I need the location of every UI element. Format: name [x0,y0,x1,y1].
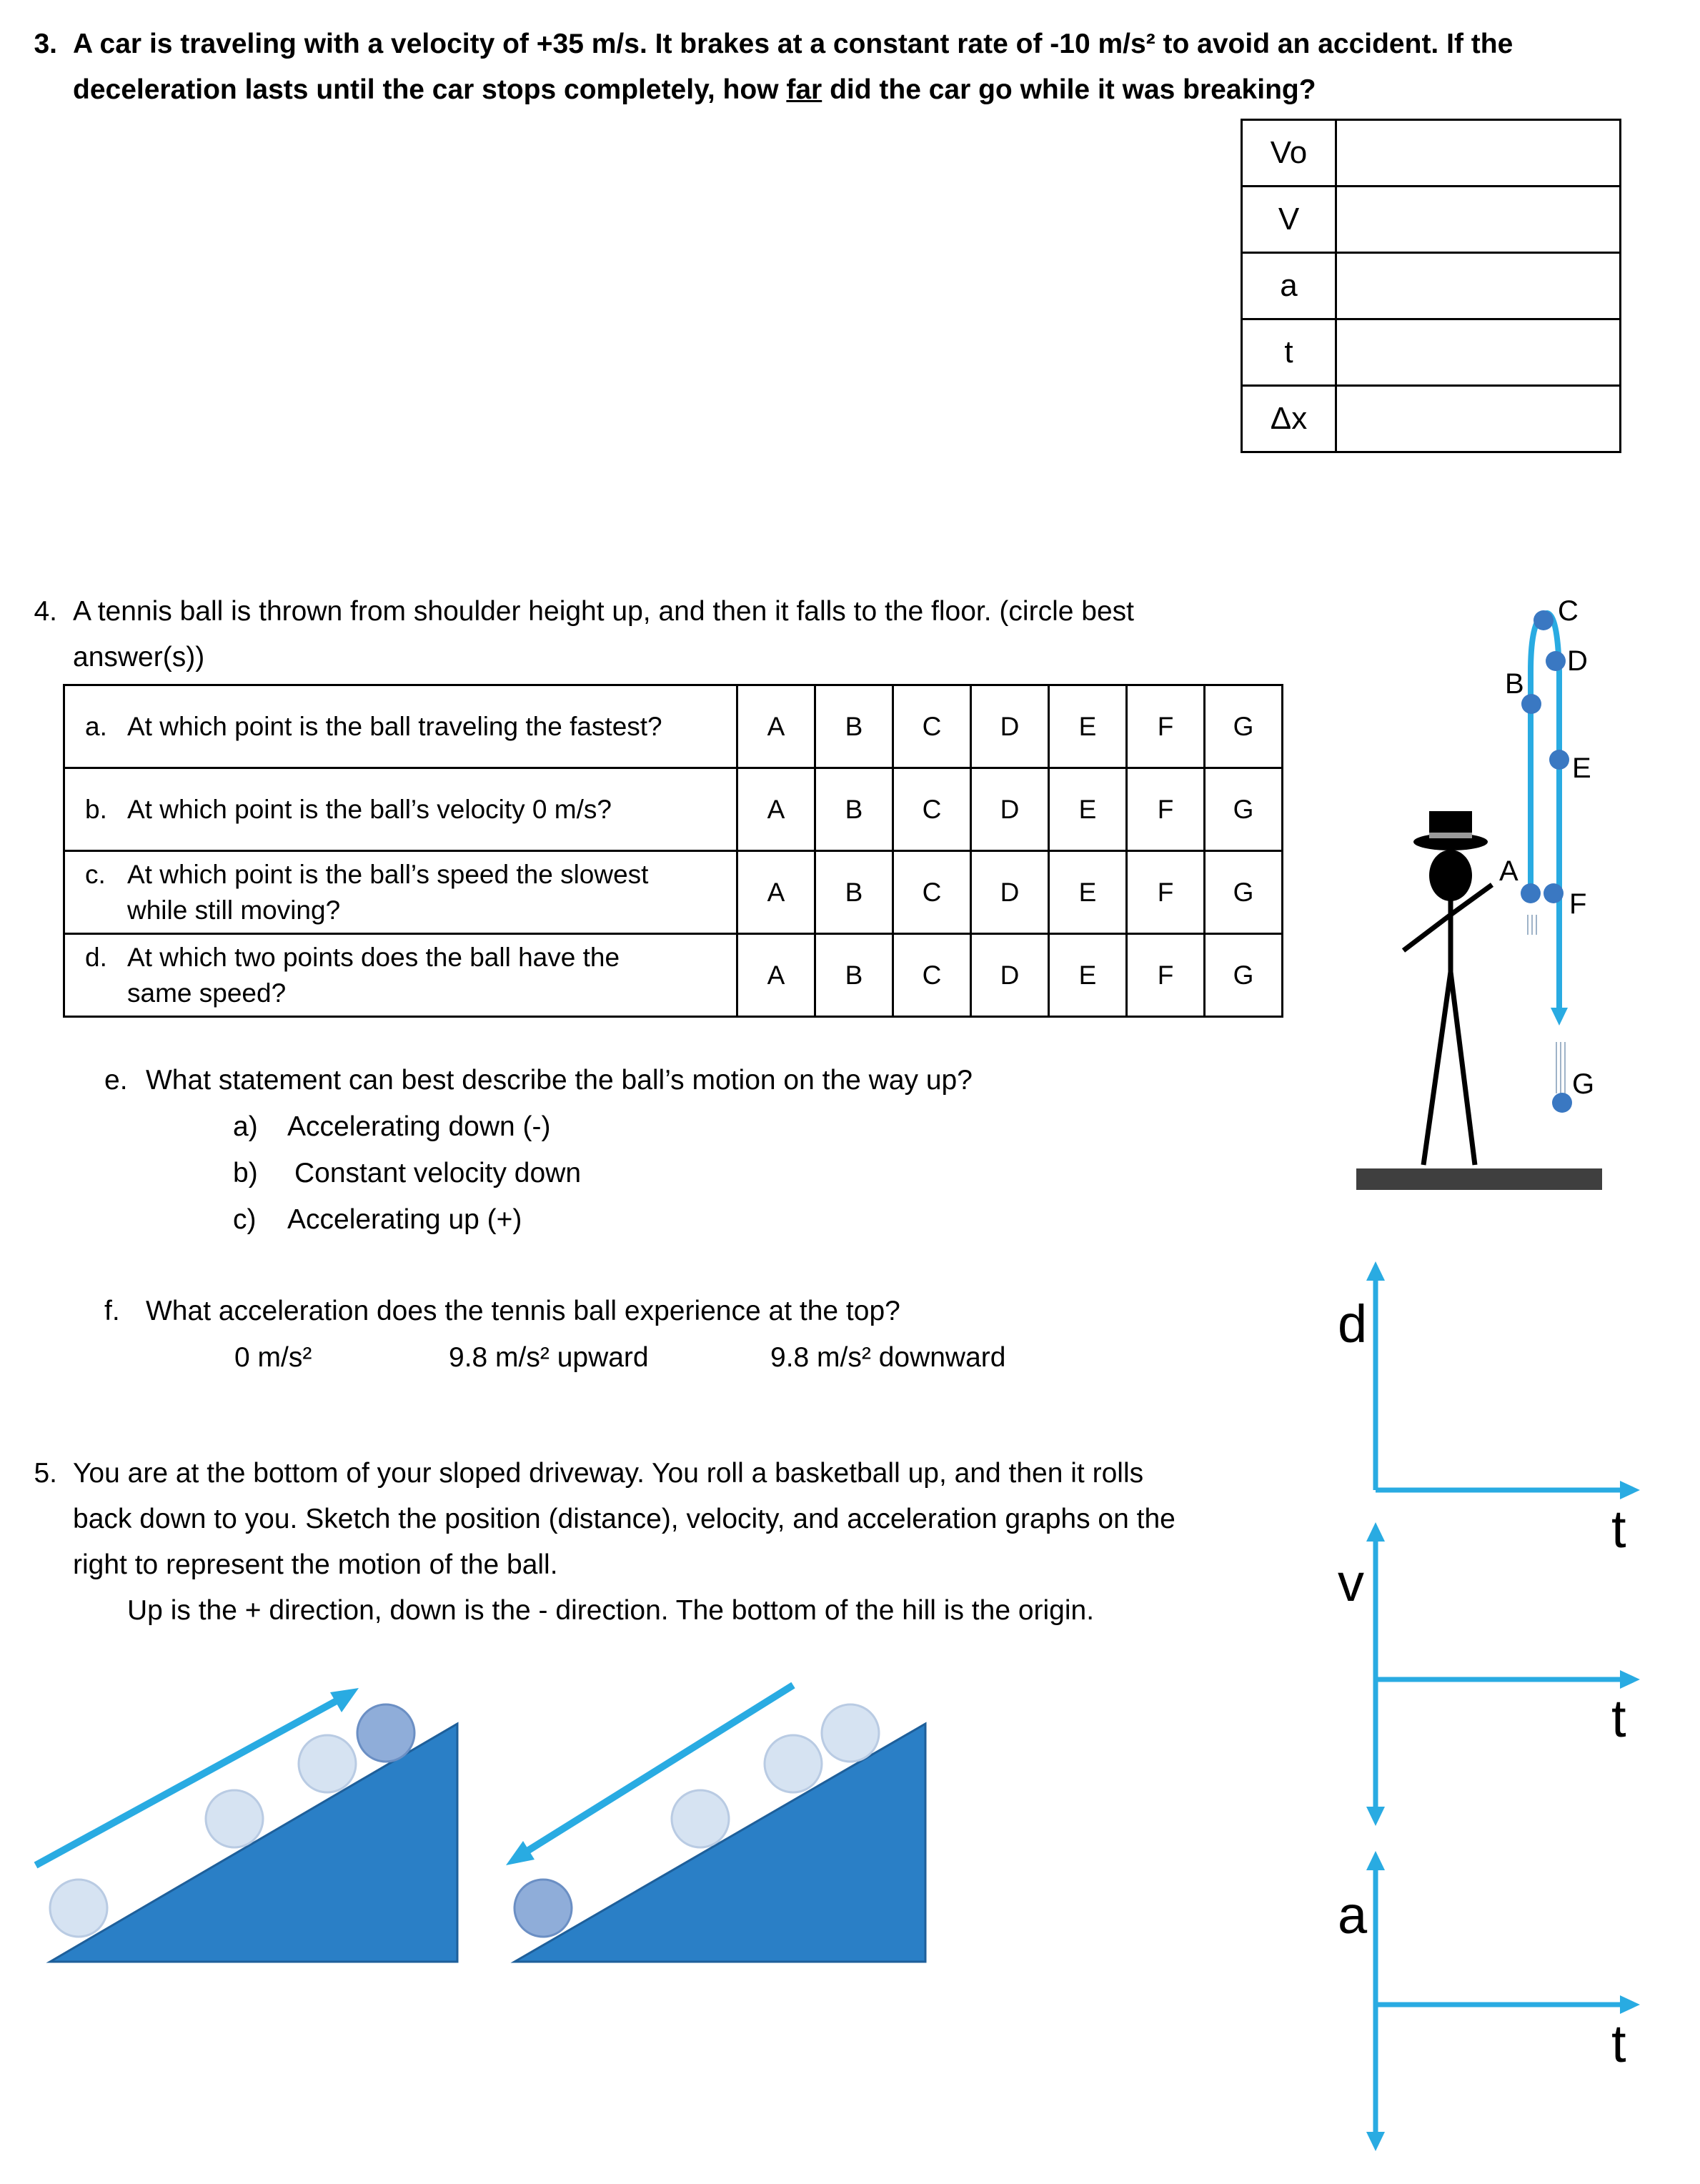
knowns-table [1241,119,1621,453]
question-4-number: 4. [34,596,57,627]
option-a[interactable]: A [737,851,815,934]
knowns-row-vo [1242,120,1621,187]
arrow-head [1551,1008,1568,1026]
position-graph [1338,1261,1640,1559]
answer-letter: b) [233,1158,258,1188]
option-g[interactable]: G [1205,851,1283,934]
question-3-line2-start: deceleration lasts until the car stops completely, how [73,74,787,105]
basketball [206,1790,263,1847]
option-a[interactable]: A [737,685,815,768]
option-a[interactable]: A [737,768,815,851]
knowns-label: a [1242,253,1336,319]
knowns-label: Vo [1242,120,1336,187]
option-b[interactable]: B [815,934,893,1017]
knowns-answer-cell[interactable] [1336,386,1621,452]
option-b[interactable]: B [815,685,893,768]
question-5-line1: You are at the bottom of your sloped driveway. You roll a basketball up, and then it rolls [73,1458,1144,1489]
knowns-label: t [1242,319,1336,386]
point-b-label: B [1505,668,1524,700]
option-c[interactable]: C [893,851,971,934]
question-4-text [73,589,1288,680]
question-4e-label: e. [104,1065,128,1096]
basketball [357,1704,414,1762]
choices-table [63,684,1283,1018]
basketball [672,1790,729,1847]
option-c[interactable]: C [893,768,971,851]
question-5-line2: back down to you. Sketch the position (distance), velocity, and acceleration graphs on the [73,1504,1175,1534]
option-b[interactable]: B [815,768,893,851]
choice-question-letter: d. [85,942,107,972]
choice-question [64,768,737,851]
question-4e [104,1058,1176,1103]
knowns-answer-cell[interactable] [1336,187,1621,253]
option-d[interactable]: D [971,851,1049,934]
answer-text: Accelerating down (-) [287,1111,551,1142]
point-d-dot [1546,651,1566,671]
knowns-label: V [1242,187,1336,253]
option-f[interactable]: F [1127,768,1205,851]
stick-figure [1403,811,1492,1165]
answer-letter: a) [233,1111,258,1142]
choice-question-letter: a. [85,711,107,741]
question-4e-prompt [104,1058,1176,1103]
time-axis-label: t [1611,1689,1626,1748]
choice-row-a [64,685,1283,768]
knowns-answer-cell[interactable] [1336,120,1621,187]
x-axis-arrow [1620,1481,1640,1499]
basketball [822,1704,879,1762]
choice-question-text-2: while still moving? [127,895,341,925]
question-4-line1: A tennis ball is thrown from shoulder height up, and then it falls to the floor. (circle best [73,596,1134,627]
point-g-dot [1552,1093,1572,1113]
choice-question-letter: c. [85,859,106,889]
x-axis-arrow [1620,1995,1640,2014]
point-b-dot [1521,694,1541,714]
knowns-row-t [1242,319,1621,386]
answer-text: Accelerating up (+) [287,1204,522,1235]
choice-question-text: At which point is the ball’s velocity 0 m/s? [127,794,612,824]
choice-question-text: At which point is the ball’s speed the slowest [127,859,649,889]
point-a-dot [1521,883,1541,903]
y-axis-arrow-down [1366,1807,1385,1826]
answer-4f-0[interactable]: 0 m/s² [234,1342,312,1373]
option-e[interactable]: E [1049,934,1127,1017]
ramp-roll-down [493,1672,936,1972]
knowns-row-dx [1242,386,1621,452]
answer-4f-1[interactable]: 9.8 m/s² upward [449,1342,649,1373]
choice-question-text: At which point is the ball traveling the fastest? [127,711,662,741]
basketball [299,1735,356,1792]
knowns-answer-cell[interactable] [1336,319,1621,386]
motion-graphs [1308,1258,1651,2151]
ramp-roll-up [29,1672,472,1972]
knowns-answer-cell[interactable] [1336,253,1621,319]
option-c[interactable]: C [893,685,971,768]
knowns-row-a [1242,253,1621,319]
choice-row-b [64,768,1283,851]
question-3-line2 [73,67,1588,113]
question-3-line1: A car is traveling with a velocity of +35 m/s. It brakes at a constant rate of -10 m/s² to avoid an accident. If the [73,29,1513,59]
knowns-label: Δx [1242,386,1336,452]
point-d-label: D [1567,645,1588,677]
choice-question [64,934,737,1017]
choice-question-text: At which two points does the ball have the [127,942,620,972]
ground [1356,1168,1602,1190]
option-e[interactable]: E [1049,768,1127,851]
option-g[interactable]: G [1205,768,1283,851]
question-5-line4: Up is the + direction, down is the - direction. The bottom of the hill is the origin. [127,1595,1095,1626]
point-a-label: A [1499,855,1518,887]
acceleration-graph [1338,1851,1640,2151]
question-3-line2-end: did the car go while it was breaking? [822,74,1316,105]
answer-4e-a[interactable] [233,1104,550,1150]
question-4 [0,589,1272,689]
acceleration-axis-label: a [1338,1885,1368,1945]
point-g-label: G [1572,1068,1595,1100]
question-3 [0,21,1700,121]
velocity-axis-label: v [1338,1553,1364,1612]
tennis-ball-diagram [1343,593,1615,1201]
answer-4e-c[interactable] [233,1197,522,1243]
y-axis-arrow-down [1366,2132,1385,2151]
answer-4e-b[interactable] [233,1151,581,1196]
option-b[interactable]: B [815,851,893,934]
knowns-row-v [1242,187,1621,253]
question-4-line2: answer(s)) [73,642,205,672]
question-5-line3: right to represent the motion of the ball. [73,1549,558,1580]
option-d[interactable]: D [971,934,1049,1017]
y-axis-arrow [1366,1851,1385,1870]
question-4f [104,1289,1176,1334]
option-f[interactable]: F [1127,934,1205,1017]
ball-path [1531,613,1559,1015]
arrow-head [506,1841,535,1865]
option-c[interactable]: C [893,934,971,1017]
option-f[interactable]: F [1127,685,1205,768]
option-e[interactable]: E [1049,851,1127,934]
position-axis-label: d [1338,1294,1368,1354]
choice-question-text-2: same speed? [127,978,287,1008]
point-f-dot [1544,883,1564,903]
point-e-dot [1549,750,1569,770]
answer-4f-2[interactable]: 9.8 m/s² downward [770,1342,1006,1373]
point-c-dot [1534,610,1554,630]
point-f-label: F [1569,888,1587,920]
option-g[interactable]: G [1205,934,1283,1017]
point-c-label: C [1558,595,1579,627]
choice-question [64,685,737,768]
answer-letter: c) [233,1204,257,1235]
y-axis-arrow [1366,1261,1385,1281]
question-4e-text: What statement can best describe the ball’s motion on the way up? [146,1065,973,1096]
option-d[interactable]: D [971,685,1049,768]
choice-question-letter: b. [85,794,107,824]
question-4f-text: What acceleration does the tennis ball experience at the top? [146,1296,900,1326]
time-axis-label: t [1611,1499,1626,1559]
basketball [515,1880,572,1937]
option-d[interactable]: D [971,768,1049,851]
choice-row-c [64,851,1283,934]
question-3-number: 3. [34,29,57,59]
choice-question [64,851,737,934]
question-5-text [73,1451,1316,1634]
question-5-number: 5. [34,1458,57,1489]
x-axis-arrow [1620,1670,1640,1689]
option-e[interactable]: E [1049,685,1127,768]
choice-row-d [64,934,1283,1017]
answer-text: Constant velocity down [294,1158,582,1188]
question-3-text [73,21,1588,113]
option-g[interactable]: G [1205,685,1283,768]
question-4f-label: f. [104,1296,120,1326]
option-f[interactable]: F [1127,851,1205,934]
time-axis-label: t [1611,2014,1626,2073]
y-axis-arrow [1366,1522,1385,1542]
question-3-underlined-word: far [786,74,822,105]
point-e-label: E [1572,753,1591,784]
velocity-graph [1338,1522,1640,1826]
basketball [50,1880,107,1937]
option-a[interactable]: A [737,934,815,1017]
basketball [765,1735,822,1792]
